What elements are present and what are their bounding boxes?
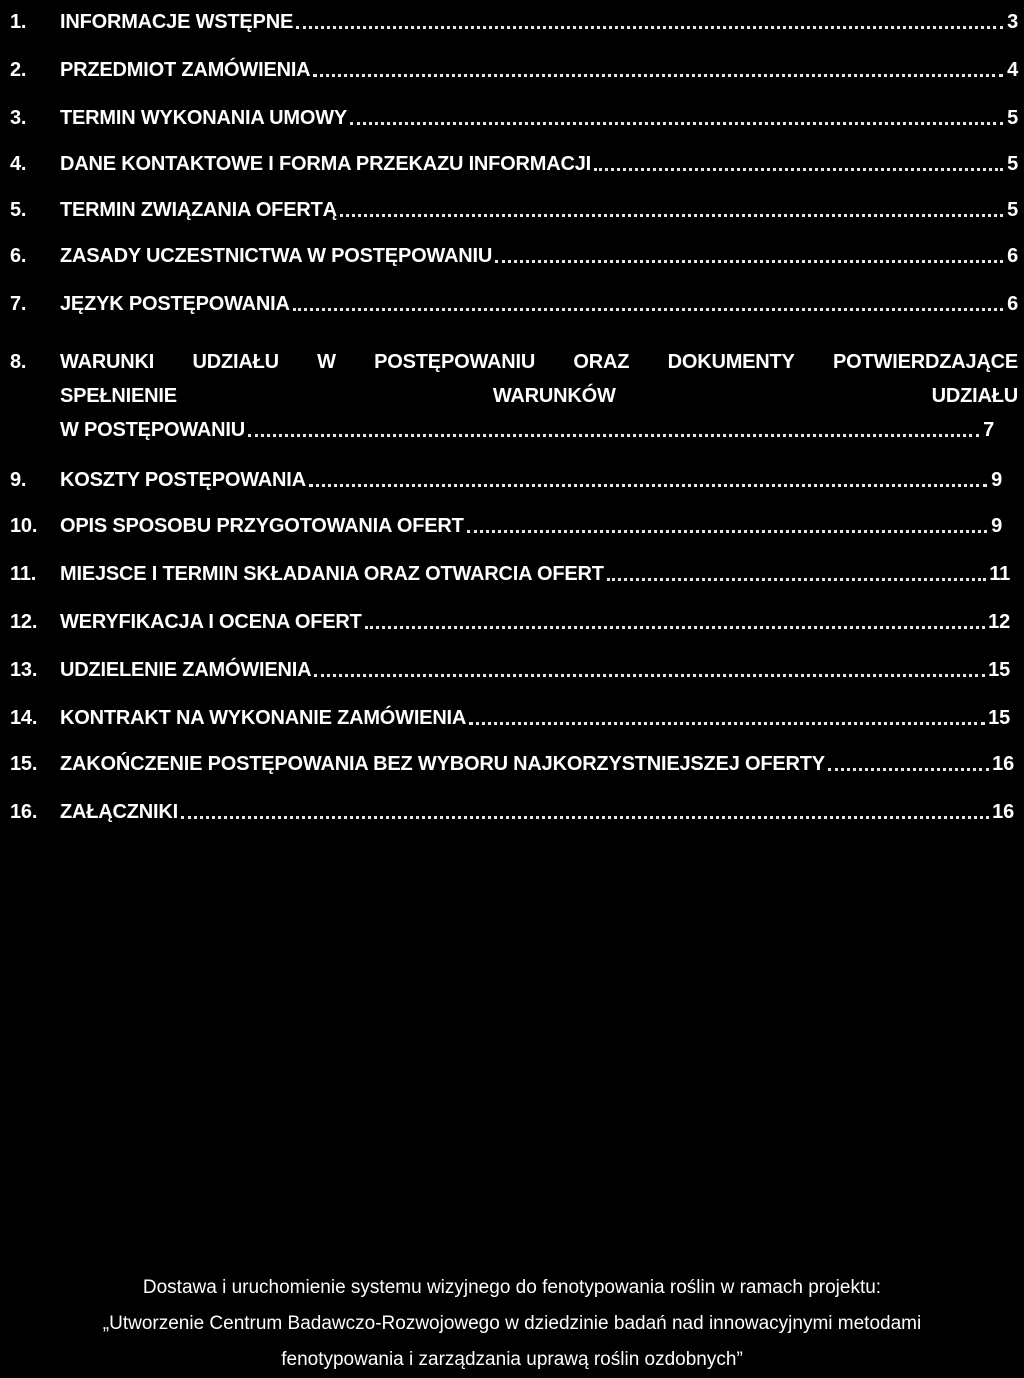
toc-entry-page: 11 (989, 563, 1010, 585)
title-word: SPEŁNIENIE (60, 385, 177, 407)
toc-entry-title: PRZEDMIOT ZAMÓWIENIA (60, 59, 311, 81)
toc-entry-title: DANE KONTAKTOWE I FORMA PRZEKAZU INFORMACJI (60, 153, 592, 175)
dot-leader (340, 214, 1003, 217)
toc-entry-page: 16 (992, 801, 1014, 823)
toc-entry-page: 15 (988, 707, 1010, 729)
toc-entry-title: KOSZTY POSTĘPOWANIA (60, 469, 306, 491)
toc-entry[interactable] (10, 142, 1018, 176)
title-word: WARUNKI (60, 351, 155, 373)
toc-entry-title: TERMIN ZWIĄZANIA OFERTĄ (60, 199, 337, 221)
title-word: WARUNKÓW (492, 385, 616, 407)
toc-entry[interactable] (10, 96, 1018, 130)
toc-entry-number: 10. (10, 515, 38, 537)
toc-entry-page: 5 (1007, 107, 1018, 129)
toc-entry-line (10, 340, 1018, 374)
toc-entry[interactable] (10, 742, 1014, 776)
toc-entry-page: 15 (988, 659, 1010, 681)
dot-leader (181, 816, 989, 819)
toc-entry[interactable] (10, 552, 1010, 586)
toc-entry-number: 3. (10, 107, 27, 129)
dot-leader (309, 484, 987, 487)
toc-entry-page: 5 (1007, 199, 1018, 221)
toc-entry-line (10, 374, 1018, 408)
footer-line: fenotypowania i zarządzania uprawą roślin ozdobnych” (281, 1349, 743, 1370)
toc-entry-title: OPIS SPOSOBU PRZYGOTOWANIA OFERT (60, 515, 464, 537)
dot-leader (365, 626, 985, 629)
title-word: W (317, 351, 336, 373)
toc-entry-page: 7 (983, 419, 994, 441)
dot-leader (828, 768, 989, 771)
toc-entry-page: 6 (1007, 293, 1018, 315)
toc-entry-number: 11. (10, 563, 37, 585)
toc-entry-page: 4 (1007, 59, 1018, 81)
toc-entry-page: 16 (992, 753, 1014, 775)
toc-entry-number: 6. (10, 245, 27, 267)
dot-leader (296, 26, 1003, 29)
dot-leader (495, 260, 1003, 263)
toc-entry-page: 9 (991, 515, 1002, 537)
toc-entry-number: 1. (10, 11, 27, 33)
dot-leader (467, 530, 987, 533)
dot-leader (248, 434, 979, 437)
title-word: POTWIERDZAJĄCE (833, 351, 1018, 373)
toc-entry-title: INFORMACJE WSTĘPNE (60, 11, 294, 33)
toc-entry-title: UDZIELENIE ZAMÓWIENIA (60, 659, 312, 681)
toc-entry-number: 12. (10, 611, 38, 633)
toc-entry-page: 5 (1007, 153, 1018, 175)
toc-entry-title: ZASADY UCZESTNICTWA W POSTĘPOWANIU (60, 245, 493, 267)
dot-leader (469, 722, 985, 725)
toc-entry-number: 15. (10, 753, 38, 775)
dot-leader (313, 74, 1003, 77)
dot-leader (293, 308, 1003, 311)
toc-entry-title-line1 (60, 351, 1018, 374)
toc-entry-page: 3 (1007, 11, 1018, 33)
dot-leader (350, 122, 1003, 125)
footer-line: Dostawa i uruchomienie systemu wizyjnego do fenotypowania roślin w ramach projektu: (142, 1277, 882, 1298)
toc-entry[interactable] (10, 188, 1018, 222)
toc-entry-title-line3: W POSTĘPOWANIU (60, 419, 245, 441)
toc-entry-title: MIEJSCE I TERMIN SKŁADANIA ORAZ OTWARCIA OFERT (60, 563, 604, 585)
toc-entry-title: TERMIN WYKONANIA UMOWY (60, 107, 348, 129)
toc-entry-number: 9. (10, 469, 27, 491)
title-word: DOKUMENTY (667, 351, 795, 373)
toc-entry-title: WERYFIKACJA I OCENA OFERT (60, 611, 362, 633)
toc-entry[interactable] (10, 234, 1018, 268)
title-word: UDZIAŁU (192, 351, 279, 373)
toc-entry[interactable] (10, 282, 1018, 316)
toc-entry-number: 8. (10, 351, 27, 373)
title-word: POSTĘPOWANIU (374, 351, 536, 373)
toc-entry[interactable] (10, 458, 1002, 492)
toc-entry-line (10, 408, 994, 442)
title-word: UDZIAŁU (931, 385, 1018, 407)
toc-entry[interactable] (10, 696, 1010, 730)
toc-entry-number: 16. (10, 801, 38, 823)
toc-entry-page: 12 (988, 611, 1010, 633)
title-word: ORAZ (573, 351, 630, 373)
toc-entry-title: ZAKOŃCZENIE POSTĘPOWANIA BEZ WYBORU NAJKORZYSTNIEJSZEJ OFERTY (60, 753, 825, 775)
dot-leader (594, 168, 1003, 171)
toc-entry[interactable] (10, 504, 1002, 538)
toc-entry[interactable] (10, 790, 1014, 824)
toc-entry-number: 2. (10, 59, 27, 81)
toc-entry-title: KONTRAKT NA WYKONANIE ZAMÓWIENIA (60, 707, 467, 729)
toc-entry-multiline[interactable] (10, 340, 1018, 442)
document-footer (0, 1270, 1024, 1378)
toc-entry-number: 7. (10, 293, 27, 315)
toc-entry[interactable] (10, 0, 1018, 34)
toc-entry-page: 9 (991, 469, 1002, 491)
dot-leader (607, 578, 986, 581)
toc-entry[interactable] (10, 600, 1010, 634)
toc-entry-title-line2 (60, 385, 1018, 408)
toc-entry-number: 4. (10, 153, 27, 175)
toc-entry[interactable] (10, 648, 1010, 682)
footer-line: „Utworzenie Centrum Badawczo-Rozwojowego w dziedzinie badań nad innowacyjnymi metodami (102, 1313, 922, 1334)
toc-entry-page: 6 (1007, 245, 1018, 267)
toc-entry-title: JĘZYK POSTĘPOWANIA (60, 293, 290, 315)
dot-leader (314, 674, 985, 677)
toc-entry-title: ZAŁĄCZNIKI (60, 801, 178, 823)
toc-entry-number: 5. (10, 199, 27, 221)
toc-entry-number: 13. (10, 659, 38, 681)
toc-entry-number: 14. (10, 707, 38, 729)
toc-entry[interactable] (10, 48, 1018, 82)
